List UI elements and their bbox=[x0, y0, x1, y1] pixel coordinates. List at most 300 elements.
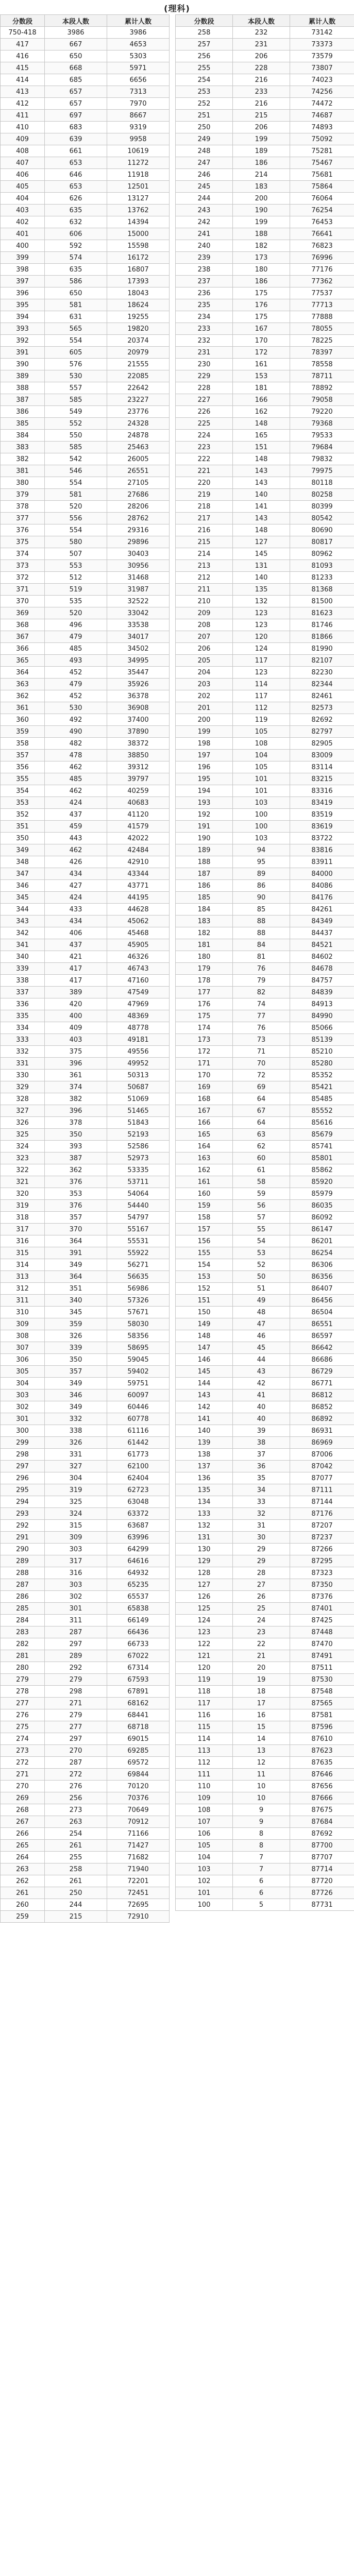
table-row bbox=[1, 761, 170, 773]
table-row bbox=[176, 1342, 354, 1354]
cumulative-count-cell: 25463 bbox=[107, 442, 170, 453]
score-cell: 181 bbox=[176, 939, 233, 951]
segment-count-cell: 89 bbox=[233, 868, 290, 880]
segment-count-cell: 173 bbox=[233, 252, 290, 264]
score-cell: 288 bbox=[1, 1567, 45, 1579]
table-row bbox=[1, 406, 170, 418]
segment-count-cell: 396 bbox=[45, 1058, 107, 1070]
score-cell: 250 bbox=[176, 122, 233, 133]
score-cell: 108 bbox=[176, 1804, 233, 1816]
table-row bbox=[176, 181, 354, 193]
table-row bbox=[176, 1709, 354, 1721]
score-cell: 185 bbox=[176, 892, 233, 904]
segment-count-cell: 206 bbox=[233, 50, 290, 62]
cumulative-count-cell: 15000 bbox=[107, 228, 170, 240]
table-row bbox=[176, 1840, 354, 1852]
score-cell: 280 bbox=[1, 1662, 45, 1674]
cumulative-count-cell: 69844 bbox=[107, 1769, 170, 1781]
score-cell: 124 bbox=[176, 1615, 233, 1626]
cumulative-count-cell: 74472 bbox=[290, 98, 354, 110]
segment-count-cell: 16 bbox=[233, 1709, 290, 1721]
segment-count-cell: 5 bbox=[233, 1899, 290, 1911]
segment-count-cell: 145 bbox=[233, 548, 290, 560]
segment-count-cell: 32 bbox=[233, 1508, 290, 1520]
table-row bbox=[176, 1544, 354, 1555]
segment-count-cell: 376 bbox=[45, 1200, 107, 1212]
score-cell: 285 bbox=[1, 1603, 45, 1615]
score-cell: 201 bbox=[176, 702, 233, 714]
table-row bbox=[176, 1472, 354, 1484]
table-row bbox=[176, 844, 354, 856]
score-cell: 302 bbox=[1, 1401, 45, 1413]
cumulative-count-cell: 7313 bbox=[107, 86, 170, 98]
cumulative-count-cell: 85979 bbox=[290, 1188, 354, 1200]
score-cell: 150 bbox=[176, 1307, 233, 1318]
table-row bbox=[1, 1354, 170, 1366]
score-cell: 291 bbox=[1, 1532, 45, 1544]
segment-count-cell: 61 bbox=[233, 1164, 290, 1176]
score-cell: 196 bbox=[176, 761, 233, 773]
cumulative-count-cell: 39312 bbox=[107, 761, 170, 773]
cumulative-count-cell: 60778 bbox=[107, 1413, 170, 1425]
segment-count-cell: 58 bbox=[233, 1176, 290, 1188]
table-row bbox=[1, 785, 170, 797]
segment-count-cell: 452 bbox=[45, 667, 107, 679]
score-cell: 380 bbox=[1, 477, 45, 489]
cumulative-count-cell: 71940 bbox=[107, 1863, 170, 1875]
segment-count-cell: 8 bbox=[233, 1828, 290, 1840]
table-row bbox=[176, 1389, 354, 1401]
score-cell: 184 bbox=[176, 904, 233, 916]
cumulative-count-cell: 75681 bbox=[290, 169, 354, 181]
score-cell: 341 bbox=[1, 939, 45, 951]
segment-count-cell: 349 bbox=[45, 1378, 107, 1389]
table-row bbox=[176, 1804, 354, 1816]
table-row bbox=[1, 833, 170, 844]
segment-count-cell: 482 bbox=[45, 738, 107, 750]
segment-count-cell: 151 bbox=[233, 442, 290, 453]
score-cell: 350 bbox=[1, 833, 45, 844]
segment-count-cell: 120 bbox=[233, 631, 290, 643]
segment-count-cell: 199 bbox=[233, 216, 290, 228]
table-row bbox=[1, 821, 170, 833]
score-cell: 307 bbox=[1, 1342, 45, 1354]
cumulative-count-cell: 85352 bbox=[290, 1070, 354, 1081]
score-cell: 116 bbox=[176, 1709, 233, 1721]
cumulative-count-cell: 11918 bbox=[107, 169, 170, 181]
cumulative-count-cell: 61116 bbox=[107, 1425, 170, 1437]
cumulative-count-cell: 26551 bbox=[107, 465, 170, 477]
table-row bbox=[176, 1828, 354, 1840]
cumulative-count-cell: 48778 bbox=[107, 1022, 170, 1034]
score-cell: 222 bbox=[176, 453, 233, 465]
segment-count-cell: 374 bbox=[45, 1081, 107, 1093]
score-cell: 413 bbox=[1, 86, 45, 98]
segment-count-cell: 101 bbox=[233, 773, 290, 785]
segment-count-cell: 100 bbox=[233, 809, 290, 821]
score-cell: 417 bbox=[1, 39, 45, 50]
score-cell: 367 bbox=[1, 631, 45, 643]
table-row bbox=[1, 453, 170, 465]
cumulative-count-cell: 64616 bbox=[107, 1555, 170, 1567]
table-row bbox=[1, 74, 170, 86]
table-row bbox=[1, 963, 170, 975]
table-row bbox=[1, 927, 170, 939]
segment-count-cell: 7 bbox=[233, 1852, 290, 1863]
table-row bbox=[176, 1401, 354, 1413]
cumulative-count-cell: 84913 bbox=[290, 998, 354, 1010]
segment-count-cell: 391 bbox=[45, 1247, 107, 1259]
segment-count-cell: 635 bbox=[45, 205, 107, 216]
segment-count-cell: 10 bbox=[233, 1792, 290, 1804]
table-row bbox=[1, 1875, 170, 1887]
segment-count-cell: 167 bbox=[233, 323, 290, 335]
table-row bbox=[176, 1769, 354, 1781]
cumulative-count-cell: 51465 bbox=[107, 1105, 170, 1117]
score-cell: 283 bbox=[1, 1626, 45, 1638]
segment-count-cell: 277 bbox=[45, 1721, 107, 1733]
table-row bbox=[176, 690, 354, 702]
table-row bbox=[1, 1022, 170, 1034]
cumulative-count-cell: 6656 bbox=[107, 74, 170, 86]
table-row bbox=[1, 1283, 170, 1295]
score-cell: 147 bbox=[176, 1342, 233, 1354]
segment-count-cell: 172 bbox=[233, 347, 290, 359]
cumulative-count-cell: 86642 bbox=[290, 1342, 354, 1354]
segment-count-cell: 29 bbox=[233, 1555, 290, 1567]
table-row bbox=[1, 1508, 170, 1520]
table-row bbox=[176, 1792, 354, 1804]
table-row bbox=[1, 1650, 170, 1662]
segment-count-cell: 657 bbox=[45, 86, 107, 98]
score-cell: 198 bbox=[176, 738, 233, 750]
segment-count-cell: 478 bbox=[45, 750, 107, 761]
cumulative-count-cell: 77362 bbox=[290, 276, 354, 287]
table-row bbox=[1, 631, 170, 643]
score-cell: 259 bbox=[1, 1911, 45, 1923]
segment-count-cell: 63 bbox=[233, 1129, 290, 1141]
segment-count-cell: 485 bbox=[45, 773, 107, 785]
cumulative-count-cell: 77888 bbox=[290, 311, 354, 323]
score-cell: 253 bbox=[176, 86, 233, 98]
score-cell: 284 bbox=[1, 1615, 45, 1626]
table-row bbox=[1, 1129, 170, 1141]
table-row bbox=[176, 1247, 354, 1259]
segment-count-cell: 59 bbox=[233, 1188, 290, 1200]
table-row bbox=[176, 252, 354, 264]
score-cell: 365 bbox=[1, 655, 45, 667]
table-row bbox=[1, 1852, 170, 1863]
segment-count-cell: 554 bbox=[45, 524, 107, 536]
cumulative-count-cell: 86892 bbox=[290, 1413, 354, 1425]
cumulative-count-cell: 87144 bbox=[290, 1496, 354, 1508]
cumulative-count-cell: 87006 bbox=[290, 1449, 354, 1461]
segment-count-cell: 180 bbox=[233, 264, 290, 276]
score-cell: 246 bbox=[176, 169, 233, 181]
segment-count-cell: 370 bbox=[45, 1224, 107, 1235]
score-cell: 357 bbox=[1, 750, 45, 761]
table-row bbox=[1, 181, 170, 193]
score-cell: 152 bbox=[176, 1283, 233, 1295]
score-cell: 303 bbox=[1, 1389, 45, 1401]
cumulative-count-cell: 85862 bbox=[290, 1164, 354, 1176]
cumulative-count-cell: 42484 bbox=[107, 844, 170, 856]
table-row bbox=[1, 169, 170, 181]
score-cell: 140 bbox=[176, 1425, 233, 1437]
segment-count-cell: 535 bbox=[45, 596, 107, 607]
cumulative-count-cell: 49556 bbox=[107, 1046, 170, 1058]
table-row bbox=[176, 1615, 354, 1626]
table-row bbox=[176, 904, 354, 916]
cumulative-count-cell: 84261 bbox=[290, 904, 354, 916]
segment-count-cell: 100 bbox=[233, 821, 290, 833]
cumulative-count-cell: 65537 bbox=[107, 1591, 170, 1603]
cumulative-count-cell: 80962 bbox=[290, 548, 354, 560]
score-cell: 267 bbox=[1, 1816, 45, 1828]
segment-count-cell: 552 bbox=[45, 418, 107, 430]
cumulative-count-cell: 61442 bbox=[107, 1437, 170, 1449]
table-row bbox=[1, 1769, 170, 1781]
table-row bbox=[176, 335, 354, 347]
table-row bbox=[1, 1804, 170, 1816]
score-cell: 168 bbox=[176, 1093, 233, 1105]
segment-count-cell: 119 bbox=[233, 714, 290, 726]
table-row bbox=[1, 465, 170, 477]
table-row bbox=[1, 1567, 170, 1579]
cumulative-count-cell: 87077 bbox=[290, 1472, 354, 1484]
segment-count-cell: 426 bbox=[45, 856, 107, 868]
score-cell: 153 bbox=[176, 1271, 233, 1283]
table-row bbox=[176, 193, 354, 205]
cumulative-count-cell: 41579 bbox=[107, 821, 170, 833]
cumulative-count-cell: 86201 bbox=[290, 1235, 354, 1247]
table-row bbox=[176, 122, 354, 133]
segment-count-cell: 215 bbox=[45, 1911, 107, 1923]
cumulative-count-cell: 27686 bbox=[107, 489, 170, 501]
table-row bbox=[1, 311, 170, 323]
segment-count-cell: 81 bbox=[233, 951, 290, 963]
segment-count-cell: 650 bbox=[45, 287, 107, 299]
table-row bbox=[176, 998, 354, 1010]
table-row bbox=[176, 1745, 354, 1757]
segment-count-cell: 632 bbox=[45, 216, 107, 228]
cumulative-count-cell: 87656 bbox=[290, 1781, 354, 1792]
score-cell: 325 bbox=[1, 1129, 45, 1141]
segment-count-cell: 437 bbox=[45, 939, 107, 951]
score-cell: 366 bbox=[1, 643, 45, 655]
table-row bbox=[176, 631, 354, 643]
score-cell: 353 bbox=[1, 797, 45, 809]
cumulative-count-cell: 85801 bbox=[290, 1153, 354, 1164]
cumulative-count-cell: 24328 bbox=[107, 418, 170, 430]
segment-count-cell: 279 bbox=[45, 1674, 107, 1686]
cumulative-count-cell: 72451 bbox=[107, 1887, 170, 1899]
table-row bbox=[1, 216, 170, 228]
table-row bbox=[1, 1840, 170, 1852]
segment-count-cell: 574 bbox=[45, 252, 107, 264]
segment-count-cell: 88 bbox=[233, 916, 290, 927]
cumulative-count-cell: 27105 bbox=[107, 477, 170, 489]
score-cell: 199 bbox=[176, 726, 233, 738]
table-row bbox=[176, 809, 354, 821]
segment-count-cell: 95 bbox=[233, 856, 290, 868]
cumulative-count-cell: 34502 bbox=[107, 643, 170, 655]
cumulative-count-cell: 29316 bbox=[107, 524, 170, 536]
score-cell: 384 bbox=[1, 430, 45, 442]
table-row bbox=[176, 501, 354, 513]
score-cell: 416 bbox=[1, 50, 45, 62]
cumulative-count-cell: 28762 bbox=[107, 513, 170, 524]
score-cell: 315 bbox=[1, 1247, 45, 1259]
segment-count-cell: 255 bbox=[45, 1852, 107, 1863]
cumulative-count-cell: 83114 bbox=[290, 761, 354, 773]
score-cell: 257 bbox=[176, 39, 233, 50]
segment-count-cell: 459 bbox=[45, 821, 107, 833]
segment-count-cell: 462 bbox=[45, 761, 107, 773]
table-row bbox=[1, 1081, 170, 1093]
cumulative-count-cell: 87470 bbox=[290, 1638, 354, 1650]
score-cell: 148 bbox=[176, 1330, 233, 1342]
cumulative-count-cell: 70912 bbox=[107, 1816, 170, 1828]
score-cell: 102 bbox=[176, 1875, 233, 1887]
segment-count-cell: 64 bbox=[233, 1117, 290, 1129]
segment-count-cell: 103 bbox=[233, 833, 290, 844]
table-row bbox=[1, 1472, 170, 1484]
score-cell: 122 bbox=[176, 1638, 233, 1650]
score-cell: 249 bbox=[176, 133, 233, 145]
score-cell: 128 bbox=[176, 1567, 233, 1579]
cumulative-count-cell: 87720 bbox=[290, 1875, 354, 1887]
score-cell: 340 bbox=[1, 951, 45, 963]
score-cell: 218 bbox=[176, 501, 233, 513]
cumulative-count-cell: 47969 bbox=[107, 998, 170, 1010]
score-cell: 165 bbox=[176, 1129, 233, 1141]
table-row bbox=[1, 904, 170, 916]
cumulative-count-cell: 61773 bbox=[107, 1449, 170, 1461]
segment-count-cell: 361 bbox=[45, 1070, 107, 1081]
table-row bbox=[1, 252, 170, 264]
cumulative-count-cell: 52973 bbox=[107, 1153, 170, 1164]
table-row bbox=[176, 205, 354, 216]
cumulative-count-cell: 79975 bbox=[290, 465, 354, 477]
segment-count-cell: 316 bbox=[45, 1567, 107, 1579]
segment-count-cell: 140 bbox=[233, 489, 290, 501]
cumulative-count-cell: 80817 bbox=[290, 536, 354, 548]
score-cell: 240 bbox=[176, 240, 233, 252]
segment-count-cell: 417 bbox=[45, 975, 107, 987]
table-row bbox=[1, 750, 170, 761]
segment-count-cell: 60 bbox=[233, 1153, 290, 1164]
table-row bbox=[176, 453, 354, 465]
cumulative-count-cell: 16172 bbox=[107, 252, 170, 264]
table-row bbox=[176, 1235, 354, 1247]
segment-count-cell: 520 bbox=[45, 501, 107, 513]
score-cell: 180 bbox=[176, 951, 233, 963]
table-row bbox=[1, 1425, 170, 1437]
segment-count-cell: 345 bbox=[45, 1307, 107, 1318]
table-row bbox=[176, 1176, 354, 1188]
cumulative-count-cell: 57671 bbox=[107, 1307, 170, 1318]
cumulative-count-cell: 82573 bbox=[290, 702, 354, 714]
segment-count-cell: 77 bbox=[233, 1010, 290, 1022]
cumulative-count-cell: 87666 bbox=[290, 1792, 354, 1804]
score-cell: 156 bbox=[176, 1235, 233, 1247]
table-row bbox=[1, 1757, 170, 1769]
table-row bbox=[176, 1283, 354, 1295]
cumulative-count-cell: 35447 bbox=[107, 667, 170, 679]
segment-count-cell: 186 bbox=[233, 276, 290, 287]
segment-count-cell: 554 bbox=[45, 335, 107, 347]
score-cell: 126 bbox=[176, 1591, 233, 1603]
segment-count-cell: 28 bbox=[233, 1567, 290, 1579]
score-cell: 292 bbox=[1, 1520, 45, 1532]
segment-count-cell: 190 bbox=[233, 205, 290, 216]
table-row bbox=[176, 643, 354, 655]
table-row bbox=[1, 1686, 170, 1698]
table-row bbox=[176, 98, 354, 110]
score-cell: 245 bbox=[176, 181, 233, 193]
score-cell: 272 bbox=[1, 1757, 45, 1769]
cumulative-count-cell: 87581 bbox=[290, 1709, 354, 1721]
segment-count-cell: 176 bbox=[233, 299, 290, 311]
segment-count-cell: 57 bbox=[233, 1212, 290, 1224]
score-cell: 375 bbox=[1, 536, 45, 548]
table-row bbox=[1, 1449, 170, 1461]
segment-count-cell: 507 bbox=[45, 548, 107, 560]
score-cell: 107 bbox=[176, 1816, 233, 1828]
score-cell: 141 bbox=[176, 1413, 233, 1425]
cumulative-count-cell: 30956 bbox=[107, 560, 170, 572]
cumulative-count-cell: 83722 bbox=[290, 833, 354, 844]
cumulative-count-cell: 50687 bbox=[107, 1081, 170, 1093]
score-cell: 388 bbox=[1, 382, 45, 394]
table-row bbox=[1, 1034, 170, 1046]
score-cell: 157 bbox=[176, 1224, 233, 1235]
table-row bbox=[176, 596, 354, 607]
segment-count-cell: 232 bbox=[233, 27, 290, 39]
table-row bbox=[1, 1638, 170, 1650]
table-row bbox=[1, 1307, 170, 1318]
segment-count-cell: 12 bbox=[233, 1757, 290, 1769]
cumulative-count-cell: 87675 bbox=[290, 1804, 354, 1816]
cumulative-count-cell: 73579 bbox=[290, 50, 354, 62]
segment-count-cell: 580 bbox=[45, 536, 107, 548]
segment-count-cell: 166 bbox=[233, 394, 290, 406]
table-row bbox=[1, 501, 170, 513]
table-row bbox=[1, 951, 170, 963]
score-cell: 134 bbox=[176, 1496, 233, 1508]
score-cell: 389 bbox=[1, 370, 45, 382]
table-row bbox=[1, 382, 170, 394]
cumulative-count-cell: 55531 bbox=[107, 1235, 170, 1247]
segment-count-cell: 462 bbox=[45, 844, 107, 856]
score-cell: 112 bbox=[176, 1757, 233, 1769]
score-cell: 273 bbox=[1, 1745, 45, 1757]
score-cell: 225 bbox=[176, 418, 233, 430]
table-row bbox=[1, 1674, 170, 1686]
score-cell: 238 bbox=[176, 264, 233, 276]
segment-count-cell: 47 bbox=[233, 1318, 290, 1330]
table-row bbox=[1, 430, 170, 442]
table-row bbox=[176, 1271, 354, 1283]
segment-count-cell: 24 bbox=[233, 1615, 290, 1626]
cumulative-count-cell: 82107 bbox=[290, 655, 354, 667]
table-row bbox=[1, 1188, 170, 1200]
table-row bbox=[1, 1484, 170, 1496]
table-row bbox=[176, 27, 354, 39]
segment-count-cell: 653 bbox=[45, 157, 107, 169]
cumulative-count-cell: 14394 bbox=[107, 216, 170, 228]
